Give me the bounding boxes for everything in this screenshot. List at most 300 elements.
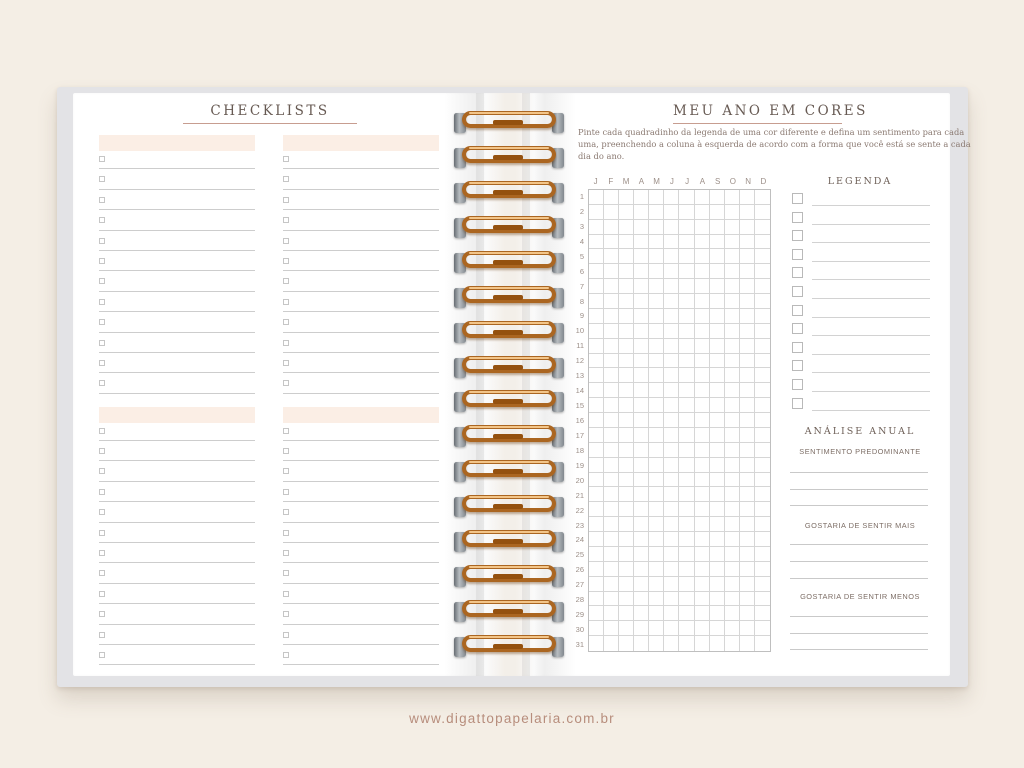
spiral-ring bbox=[454, 424, 564, 450]
grid-cell bbox=[589, 309, 604, 324]
grid-cell bbox=[710, 532, 725, 547]
ruled-line bbox=[283, 522, 439, 523]
grid-cell bbox=[695, 368, 710, 383]
grid-cell bbox=[649, 577, 664, 592]
grid-cell bbox=[664, 205, 679, 220]
grid-cell bbox=[679, 398, 694, 413]
month-label: F bbox=[608, 177, 614, 186]
grid-cell bbox=[755, 235, 770, 250]
grid-cell bbox=[619, 368, 634, 383]
grid-cell bbox=[710, 309, 725, 324]
grid-cell bbox=[755, 383, 770, 398]
month-label: M bbox=[622, 177, 630, 186]
copper-wire-back bbox=[493, 469, 523, 474]
grid-cell bbox=[725, 205, 740, 220]
ruled-line bbox=[99, 481, 255, 482]
grid-cell bbox=[619, 606, 634, 621]
grid-cell bbox=[695, 413, 710, 428]
grid-cell bbox=[710, 577, 725, 592]
legend-write-line bbox=[812, 354, 930, 355]
grid-cell bbox=[755, 458, 770, 473]
spiral-ring bbox=[454, 320, 564, 346]
grid-cell bbox=[710, 220, 725, 235]
grid-cell bbox=[634, 532, 649, 547]
ruled-line bbox=[283, 644, 439, 645]
grid-cell bbox=[634, 220, 649, 235]
grid-cell bbox=[649, 562, 664, 577]
grid-cell bbox=[604, 562, 619, 577]
grid-cell bbox=[725, 398, 740, 413]
grid-cell bbox=[589, 368, 604, 383]
grid-cell bbox=[695, 577, 710, 592]
day-label: 29 bbox=[575, 610, 584, 620]
grid-cell bbox=[604, 264, 619, 279]
checklist-row bbox=[99, 233, 255, 253]
checklist-row bbox=[283, 545, 439, 565]
grid-cell bbox=[710, 324, 725, 339]
grid-cell bbox=[649, 235, 664, 250]
grid-cell bbox=[619, 190, 634, 205]
grid-cell bbox=[604, 428, 619, 443]
grid-cell bbox=[740, 398, 755, 413]
month-initials-header bbox=[588, 175, 771, 188]
grid-cell bbox=[755, 443, 770, 458]
ruled-line bbox=[99, 352, 255, 353]
grid-cell bbox=[710, 517, 725, 532]
checklist-row bbox=[99, 463, 255, 483]
grid-cell bbox=[664, 220, 679, 235]
day-label: 15 bbox=[575, 401, 584, 411]
grid-cell bbox=[604, 235, 619, 250]
grid-cell bbox=[604, 309, 619, 324]
grid-cell bbox=[695, 636, 710, 651]
grid-cell bbox=[679, 205, 694, 220]
checkbox bbox=[99, 258, 105, 264]
grid-cell bbox=[740, 577, 755, 592]
checkbox bbox=[283, 360, 289, 366]
checklist-row bbox=[99, 484, 255, 504]
grid-cell bbox=[679, 487, 694, 502]
grid-cell bbox=[695, 606, 710, 621]
grid-cell bbox=[634, 383, 649, 398]
grid-cell bbox=[634, 294, 649, 309]
grid-cell bbox=[755, 368, 770, 383]
day-label: 30 bbox=[575, 625, 584, 635]
grid-cell bbox=[740, 324, 755, 339]
grid-cell bbox=[710, 621, 725, 636]
grid-cell bbox=[679, 235, 694, 250]
grid-cell bbox=[740, 547, 755, 562]
copper-wire-back bbox=[493, 399, 523, 404]
grid-cell bbox=[619, 383, 634, 398]
grid-cell bbox=[725, 190, 740, 205]
grid-cell bbox=[695, 383, 710, 398]
analysis-write-line bbox=[790, 472, 928, 473]
checklist-row bbox=[283, 151, 439, 171]
day-label: 6 bbox=[579, 266, 584, 276]
month-label: J bbox=[685, 177, 690, 186]
legend-row bbox=[790, 340, 930, 359]
grid-cell bbox=[649, 264, 664, 279]
grid-cell bbox=[589, 487, 604, 502]
right-page-title: MEU ANO EM CORES bbox=[673, 103, 842, 124]
grid-cell bbox=[725, 324, 740, 339]
day-label: 25 bbox=[575, 550, 584, 560]
checklist-row bbox=[283, 463, 439, 483]
legend-write-line bbox=[812, 372, 930, 373]
legend-row bbox=[790, 284, 930, 303]
grid-cell bbox=[695, 458, 710, 473]
spiral-ring bbox=[454, 564, 564, 590]
grid-cell bbox=[619, 577, 634, 592]
day-label: 3 bbox=[579, 221, 584, 231]
grid-cell bbox=[664, 592, 679, 607]
grid-cell bbox=[710, 487, 725, 502]
grid-cell bbox=[710, 636, 725, 651]
checklist-row bbox=[99, 443, 255, 463]
grid-cell bbox=[649, 592, 664, 607]
grid-cell bbox=[725, 562, 740, 577]
checklist-row bbox=[283, 606, 439, 626]
checkbox bbox=[283, 652, 289, 658]
analysis-section-label: GOSTARIA DE SENTIR MENOS bbox=[800, 592, 920, 601]
grid-cell bbox=[740, 249, 755, 264]
grid-cell bbox=[679, 354, 694, 369]
day-label: 1 bbox=[579, 191, 584, 201]
checkbox bbox=[283, 591, 289, 597]
day-label: 9 bbox=[579, 311, 584, 321]
checklist-row bbox=[283, 586, 439, 606]
checklist-row bbox=[99, 171, 255, 191]
ruled-line bbox=[283, 372, 439, 373]
day-label: 14 bbox=[575, 386, 584, 396]
grid-cell bbox=[664, 621, 679, 636]
legend-color-box bbox=[792, 249, 803, 260]
grid-cell bbox=[695, 190, 710, 205]
grid-cell bbox=[755, 220, 770, 235]
grid-cell bbox=[589, 443, 604, 458]
ruled-line bbox=[99, 291, 255, 292]
grid-cell bbox=[649, 606, 664, 621]
analysis-write-line bbox=[790, 616, 928, 617]
grid-cell bbox=[679, 339, 694, 354]
copper-wire-back bbox=[493, 365, 523, 370]
grid-cell bbox=[589, 428, 604, 443]
grid-cell bbox=[755, 473, 770, 488]
copper-wire-back bbox=[493, 225, 523, 230]
grid-cell bbox=[695, 249, 710, 264]
grid-cell bbox=[679, 473, 694, 488]
grid-cell bbox=[604, 443, 619, 458]
grid-cell bbox=[649, 636, 664, 651]
grid-cell bbox=[589, 473, 604, 488]
checkbox bbox=[283, 156, 289, 162]
grid-cell bbox=[740, 279, 755, 294]
grid-cell bbox=[740, 621, 755, 636]
grid-cell bbox=[664, 324, 679, 339]
grid-cell bbox=[725, 606, 740, 621]
legend-color-box bbox=[792, 212, 803, 223]
grid-cell bbox=[679, 413, 694, 428]
checkbox bbox=[99, 509, 105, 515]
grid-cell bbox=[604, 517, 619, 532]
day-label: 20 bbox=[575, 475, 584, 485]
grid-cell bbox=[710, 592, 725, 607]
grid-cell bbox=[755, 532, 770, 547]
grid-cell bbox=[619, 235, 634, 250]
grid-cell bbox=[589, 383, 604, 398]
grid-cell bbox=[619, 592, 634, 607]
ruled-line bbox=[283, 168, 439, 169]
legend-row bbox=[790, 321, 930, 340]
ruled-line bbox=[283, 460, 439, 461]
grid-cell bbox=[664, 517, 679, 532]
grid-cell bbox=[710, 428, 725, 443]
grid-cell bbox=[589, 324, 604, 339]
day-label: 4 bbox=[579, 236, 584, 246]
grid-cell bbox=[634, 264, 649, 279]
grid-cell bbox=[649, 354, 664, 369]
analysis-write-line bbox=[790, 578, 928, 579]
instruction-line: Pinte cada quadradinho da legenda de uma cor diferente e defina um sentimento para cada bbox=[578, 127, 965, 137]
grid-cell bbox=[589, 517, 604, 532]
legend-row bbox=[790, 303, 930, 322]
checklist-section-header-band bbox=[283, 135, 439, 151]
grid-cell bbox=[649, 398, 664, 413]
grid-cell bbox=[725, 339, 740, 354]
grid-cell bbox=[740, 428, 755, 443]
grid-cell bbox=[740, 502, 755, 517]
checklist-row bbox=[99, 606, 255, 626]
analysis-write-line bbox=[790, 561, 928, 562]
checkbox bbox=[99, 197, 105, 203]
grid-cell bbox=[755, 339, 770, 354]
grid-cell bbox=[619, 562, 634, 577]
grid-cell bbox=[589, 621, 604, 636]
grid-cell bbox=[664, 279, 679, 294]
checkbox bbox=[283, 468, 289, 474]
grid-cell bbox=[664, 547, 679, 562]
checkbox bbox=[283, 319, 289, 325]
grid-cell bbox=[710, 458, 725, 473]
grid-cell bbox=[679, 443, 694, 458]
ruled-line bbox=[283, 230, 439, 231]
grid-cell bbox=[740, 413, 755, 428]
checkbox bbox=[283, 550, 289, 556]
checklist-row bbox=[99, 565, 255, 585]
grid-cell bbox=[619, 354, 634, 369]
grid-cell bbox=[710, 562, 725, 577]
grid-cell bbox=[589, 354, 604, 369]
analysis-write-line bbox=[790, 489, 928, 490]
ruled-line bbox=[283, 624, 439, 625]
grid-cell bbox=[634, 502, 649, 517]
grid-cell bbox=[695, 279, 710, 294]
checklist-row bbox=[99, 423, 255, 443]
grid-cell bbox=[740, 220, 755, 235]
month-label: J bbox=[669, 177, 674, 186]
grid-cell bbox=[604, 502, 619, 517]
grid-cell bbox=[695, 428, 710, 443]
legend-color-box bbox=[792, 342, 803, 353]
day-label: 24 bbox=[575, 535, 584, 545]
copper-wire-back bbox=[493, 644, 523, 649]
checkbox bbox=[99, 380, 105, 386]
grid-cell bbox=[634, 339, 649, 354]
legend-row bbox=[790, 210, 930, 229]
grid-cell bbox=[679, 547, 694, 562]
grid-cell bbox=[619, 398, 634, 413]
grid-cell bbox=[664, 487, 679, 502]
ruled-line bbox=[99, 250, 255, 251]
grid-cell bbox=[725, 413, 740, 428]
grid-cell bbox=[649, 190, 664, 205]
checkbox bbox=[99, 652, 105, 658]
grid-cell bbox=[755, 264, 770, 279]
ruled-line bbox=[283, 250, 439, 251]
day-label: 21 bbox=[575, 490, 584, 500]
analysis-section-label: GOSTARIA DE SENTIR MAIS bbox=[804, 521, 916, 530]
legend-write-line bbox=[812, 391, 930, 392]
grid-cell bbox=[755, 205, 770, 220]
grid-cell bbox=[740, 606, 755, 621]
grid-cell bbox=[619, 473, 634, 488]
ruled-line bbox=[283, 481, 439, 482]
ruled-line bbox=[283, 664, 439, 665]
checklist-section-header-band bbox=[99, 135, 255, 151]
grid-cell bbox=[725, 577, 740, 592]
grid-cell bbox=[679, 636, 694, 651]
legend-write-line bbox=[812, 242, 930, 243]
analysis-write-line bbox=[790, 633, 928, 634]
grid-cell bbox=[634, 413, 649, 428]
grid-cell bbox=[589, 264, 604, 279]
grid-cell bbox=[589, 249, 604, 264]
checklist-row bbox=[99, 253, 255, 273]
grid-cell bbox=[649, 517, 664, 532]
spiral-ring bbox=[454, 529, 564, 555]
grid-cell bbox=[679, 562, 694, 577]
grid-cell bbox=[604, 398, 619, 413]
grid-cell bbox=[604, 368, 619, 383]
grid-cell bbox=[679, 517, 694, 532]
grid-cell bbox=[634, 235, 649, 250]
grid-cell bbox=[664, 368, 679, 383]
grid-cell bbox=[634, 562, 649, 577]
month-label: D bbox=[760, 177, 767, 186]
checklist-row bbox=[283, 504, 439, 524]
grid-cell bbox=[589, 532, 604, 547]
checklist-row bbox=[99, 525, 255, 545]
grid-cell bbox=[634, 621, 649, 636]
checklist-row bbox=[283, 375, 439, 395]
checkbox bbox=[99, 632, 105, 638]
legend-color-box bbox=[792, 305, 803, 316]
grid-cell bbox=[664, 309, 679, 324]
checkbox bbox=[99, 489, 105, 495]
grid-cell bbox=[725, 636, 740, 651]
grid-cell bbox=[725, 428, 740, 443]
grid-cell bbox=[589, 235, 604, 250]
grid-cell bbox=[679, 249, 694, 264]
grid-cell bbox=[710, 383, 725, 398]
grid-cell bbox=[634, 487, 649, 502]
checkbox bbox=[99, 299, 105, 305]
grid-cell bbox=[634, 606, 649, 621]
checkbox bbox=[99, 319, 105, 325]
grid-cell bbox=[725, 458, 740, 473]
ruled-line bbox=[283, 542, 439, 543]
grid-cell bbox=[664, 458, 679, 473]
grid-cell bbox=[755, 354, 770, 369]
grid-cell bbox=[649, 443, 664, 458]
grid-cell bbox=[604, 413, 619, 428]
grid-cell bbox=[710, 398, 725, 413]
grid-cell bbox=[634, 309, 649, 324]
grid-cell bbox=[649, 220, 664, 235]
ruled-line bbox=[99, 644, 255, 645]
ruled-line bbox=[99, 230, 255, 231]
month-label: A bbox=[699, 177, 706, 186]
legend-color-box bbox=[792, 398, 803, 409]
legend-row bbox=[790, 191, 930, 210]
brand-website-url: www.digattopapelaria.com.br bbox=[409, 711, 615, 726]
grid-cell bbox=[695, 562, 710, 577]
ruled-line bbox=[283, 270, 439, 271]
checkbox bbox=[99, 428, 105, 434]
day-label: 18 bbox=[575, 445, 584, 455]
checkbox bbox=[283, 258, 289, 264]
checklist-section-header-band bbox=[283, 407, 439, 423]
copper-wire-back bbox=[493, 504, 523, 509]
grid-cell bbox=[740, 458, 755, 473]
grid-cell bbox=[740, 190, 755, 205]
ruled-line bbox=[99, 311, 255, 312]
ruled-line bbox=[99, 542, 255, 543]
ruled-line bbox=[283, 583, 439, 584]
ruled-line bbox=[99, 440, 255, 441]
grid-cell bbox=[695, 547, 710, 562]
grid-cell bbox=[634, 368, 649, 383]
ruled-line bbox=[99, 664, 255, 665]
ruled-line bbox=[283, 562, 439, 563]
spiral-ring bbox=[454, 459, 564, 485]
day-label: 27 bbox=[575, 580, 584, 590]
grid-cell bbox=[695, 473, 710, 488]
checkbox bbox=[99, 176, 105, 182]
grid-cell bbox=[725, 532, 740, 547]
grid-cell bbox=[589, 636, 604, 651]
grid-cell bbox=[710, 235, 725, 250]
spiral-ring bbox=[454, 250, 564, 276]
spiral-ring bbox=[454, 285, 564, 311]
grid-cell bbox=[725, 249, 740, 264]
grid-cell bbox=[740, 473, 755, 488]
grid-cell bbox=[755, 547, 770, 562]
ruled-line bbox=[99, 270, 255, 271]
grid-cell bbox=[664, 443, 679, 458]
checkbox bbox=[99, 156, 105, 162]
day-label: 10 bbox=[575, 326, 584, 336]
grid-cell bbox=[679, 279, 694, 294]
grid-cell bbox=[619, 547, 634, 562]
analysis-write-line bbox=[790, 505, 928, 506]
grid-cell bbox=[604, 249, 619, 264]
month-label: A bbox=[638, 177, 645, 186]
ruled-line bbox=[283, 603, 439, 604]
ruled-line bbox=[99, 393, 255, 394]
month-label: M bbox=[653, 177, 660, 186]
